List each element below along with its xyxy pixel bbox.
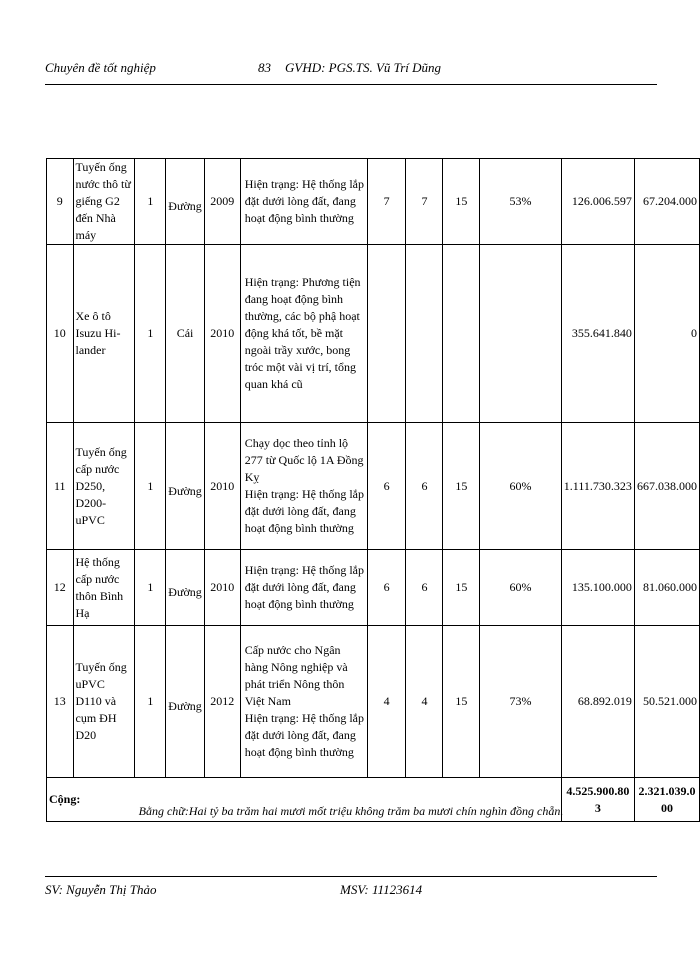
cell-qty: 1: [135, 423, 166, 550]
cell-c1: 4: [367, 626, 406, 778]
footer-rule: [45, 876, 657, 877]
amount-in-words: Bằng chữ:Hai tỷ ba trăm hai mươi mốt triệu không trăm ba mươi chín nghìn đồng chẵn.: [138, 804, 564, 818]
cell-c3: 15: [443, 159, 480, 245]
cell-stt: 13: [47, 626, 74, 778]
cell-unit: Đường: [166, 159, 205, 245]
cell-remain: 0: [634, 245, 699, 423]
cell-c3: 15: [443, 550, 480, 626]
cell-desc: Hiện trạng: Phương tiện đang hoạt động bình thường, các bộ phậ hoạt động khá tốt, bề mặt ngoài trầy xước, bong tróc một vài vị trí, tổng quan khá cũ: [240, 245, 367, 423]
cell-cost: 135.100.000: [561, 550, 634, 626]
header-supervisor: GVHD: PGS.TS. Vũ Trí Dũng: [285, 60, 442, 75]
cell-pct: 53%: [480, 159, 561, 245]
cell-c2: 4: [406, 626, 443, 778]
cell-name: Tuyến ống nước thô từ giếng G2 đến Nhà máy: [73, 159, 135, 245]
table-row: [47, 245, 700, 423]
cell-c1: [367, 245, 406, 423]
cell-c2: 7: [406, 159, 443, 245]
cell-stt: 9: [47, 159, 74, 245]
cell-c3: 15: [443, 423, 480, 550]
cell-name: Tuyến ống uPVC D110 và cụm ĐH D20: [73, 626, 135, 778]
cell-remain: 81.060.000: [634, 550, 699, 626]
page-header: [45, 60, 657, 82]
cell-remain: 67.204.000: [634, 159, 699, 245]
cell-year: 2012: [204, 626, 240, 778]
cell-pct: 60%: [480, 423, 561, 550]
cell-year: 2009: [204, 159, 240, 245]
cell-c3: 15: [443, 626, 480, 778]
header-title: Chuyên đề tốt nghiệp: [45, 60, 156, 75]
cell-c2: 6: [406, 423, 443, 550]
cell-pct: 60%: [480, 550, 561, 626]
cell-stt: 10: [47, 245, 74, 423]
cell-unit: Đường: [166, 423, 205, 550]
cell-c1: 7: [367, 159, 406, 245]
cell-qty: 1: [135, 550, 166, 626]
table-body: [47, 159, 700, 822]
cell-c2: [406, 245, 443, 423]
cell-c1: 6: [367, 423, 406, 550]
total-label: Cộng:: [47, 778, 562, 822]
cell-pct: 73%: [480, 626, 561, 778]
cell-name: Xe ô tô Isuzu Hi-lander: [73, 245, 135, 423]
cell-cost: 68.892.019: [561, 626, 634, 778]
cell-cost: 1.111.730.323: [561, 423, 634, 550]
cell-cost: 355.641.840: [561, 245, 634, 423]
student-name: SV: Nguyễn Thị Thảo: [45, 882, 157, 897]
cell-remain: 50.521.000: [634, 626, 699, 778]
cell-pct: [480, 245, 561, 423]
page-footer: [45, 882, 657, 898]
cell-remain: 667.038.000: [634, 423, 699, 550]
cell-name: Hệ thống cấp nước thôn Bình Hạ: [73, 550, 135, 626]
cell-desc: Chạy dọc theo tỉnh lộ 277 từ Quốc lộ 1A Đồng Kỵ Hiện trạng: Hệ thống lắp đặt dưới lòng đất, đang hoạt động bình thường: [240, 423, 367, 550]
asset-table: [46, 158, 700, 822]
cell-unit: Cái: [166, 245, 205, 423]
cell-qty: 1: [135, 626, 166, 778]
cell-year: 2010: [204, 245, 240, 423]
cell-qty: 1: [135, 159, 166, 245]
table-row: [47, 550, 700, 626]
table-row: [47, 626, 700, 778]
header-rule: [45, 84, 657, 85]
cell-stt: 11: [47, 423, 74, 550]
cell-year: 2010: [204, 423, 240, 550]
cell-desc: Hiện trạng: Hệ thống lắp đặt dưới lòng đất, đang hoạt động bình thường: [240, 550, 367, 626]
cell-c1: 6: [367, 550, 406, 626]
cell-unit: Đường: [166, 626, 205, 778]
cell-stt: 12: [47, 550, 74, 626]
cell-cost: 126.006.597: [561, 159, 634, 245]
total-cost: 4.525.900.803: [561, 778, 634, 822]
cell-desc: Hiện trạng: Hệ thống lắp đặt dưới lòng đất, đang hoạt động bình thường: [240, 159, 367, 245]
cell-desc: Cấp nước cho Ngân hàng Nông nghiệp và phát triển Nông thôn Việt Nam Hiện trạng: Hệ thống lắp đặt dưới lòng đất, đang hoạt động bình thường: [240, 626, 367, 778]
page-number: 83: [258, 60, 271, 75]
cell-year: 2010: [204, 550, 240, 626]
cell-qty: 1: [135, 245, 166, 423]
student-id: MSV: 11123614: [340, 882, 423, 897]
table-row: [47, 423, 700, 550]
cell-unit: Đường: [166, 550, 205, 626]
cell-c2: 6: [406, 550, 443, 626]
cell-name: Tuyến ống cấp nước D250, D200-uPVC: [73, 423, 135, 550]
table-row: [47, 159, 700, 245]
cell-c3: [443, 245, 480, 423]
total-remain: 2.321.039.000: [634, 778, 699, 822]
